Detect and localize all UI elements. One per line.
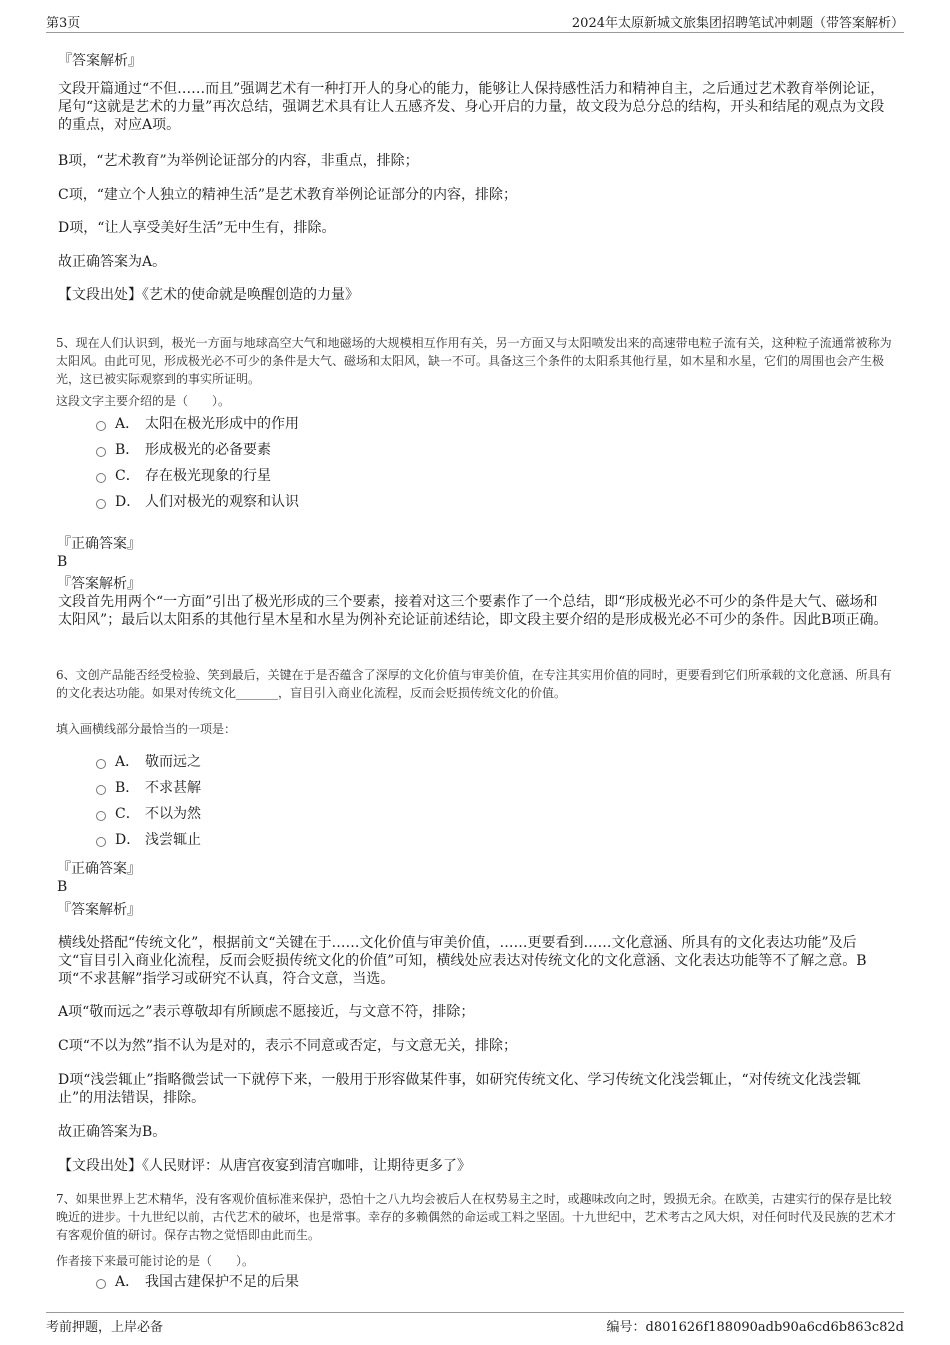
radio-icon[interactable]: [96, 759, 106, 769]
source-citation: 【文段出处】《人民财评：从唐宫夜宴到清宫咖啡，让期待更多了》: [58, 1158, 471, 1174]
option-c[interactable]: C． 不以为然: [96, 804, 201, 824]
analysis-label: 『答案解析』: [57, 576, 141, 592]
radio-icon[interactable]: [96, 811, 106, 821]
correct-answer-label: 『正确答案』: [57, 536, 141, 552]
radio-icon[interactable]: [96, 785, 106, 795]
analysis-paragraph: A项“敬而远之”表示尊敬却有所顾虑不愿接近，与文意不符，排除；: [58, 1004, 475, 1020]
option-d[interactable]: D． 人们对极光的观察和认识: [96, 492, 299, 512]
analysis-conclusion: 故正确答案为B。: [58, 1124, 167, 1140]
question-stem: 5、现在人们认识到，极光一方面与地球高空大气和地磁场的大规模相互作用有关，另一方面又与太阳喷发出来的高速带电粒子流有关，这种粒子流通常被称为太阳风。由此可见，形成极光必不可少的条件是大气、磁场和太阳风，缺一不可。具备这三个条件的太阳系其他行星，如木星和水星，它们的周围也会产生极光，这已被实际观察到的事实所证明。: [56, 336, 892, 386]
radio-icon[interactable]: [96, 499, 106, 509]
page-footer: [46, 1312, 904, 1336]
fill-blank: _______: [236, 686, 279, 700]
radio-icon[interactable]: [96, 837, 106, 847]
analysis-paragraph: 文段开篇通过“不但……而且”强调艺术有一种打开人的身心的能力，能够让人保持感性活力和精神自主，之后通过艺术教育举例论证，尾句“这就是艺术的力量”再次总结，强调艺术具有让人五感齐发、身心开启的力量，故文段为总分总的结构，开头和结尾的观点为文段的重点，对应A项。: [58, 81, 885, 133]
option-d[interactable]: D． 浅尝辄止: [96, 830, 201, 850]
analysis-paragraph: D项“浅尝辄止”指略微尝试一下就停下来，一般用于形容做某件事，如研究传统文化、学习传统文化浅尝辄止，“对传统文化浅尝辄止”的用法错误，排除。: [58, 1072, 861, 1106]
question-prompt: 作者接下来最可能讨论的是（ ）。: [56, 1254, 255, 1268]
analysis-paragraph: B项，“艺术教育”为举例论证部分的内容，非重点，排除；: [58, 153, 419, 169]
question-prompt: 填入画横线部分最恰当的一项是：: [56, 722, 237, 736]
page-header: [46, 12, 904, 33]
analysis-paragraph: 文段首先用两个“一方面”引出了极光形成的三个要素，接着对这三个要素作了一个总结，即“形成极光必不可少的条件是大气、磁场和太阳风”；最后以太阳系的其他行星木星和水星为例补充论证前述结论，即文段主要介绍的是形成极光必不可少的条件。因此B项正确。: [58, 594, 888, 628]
radio-icon[interactable]: [96, 1279, 106, 1289]
option-a[interactable]: A． 我国古建保护不足的后果: [96, 1272, 299, 1292]
analysis-paragraph: 横线处搭配“传统文化”，根据前文“关键在于……文化价值与审美价值，……更要看到……文化意涵、所具有的文化表达功能”及后文“盲目引入商业化流程，反而会贬损传统文化的价值”可知，横线处应表达对传统文化的文化意涵、文化表达功能等不了解之意。B项“不求甚解”指学习或研究不认真，符合文意，当选。: [58, 935, 867, 987]
document-id: 编号：d801626f188090adb90a6cd6b863c82d: [606, 1320, 904, 1335]
page-number: 第3页: [46, 16, 81, 31]
option-a[interactable]: A． 敬而远之: [96, 752, 201, 772]
option-b[interactable]: B． 形成极光的必备要素: [96, 440, 271, 460]
question-stem: 7、如果世界上艺术精华，没有客观价值标准来保护，恐怕十之八九均会被后人在权势易主之时，或趣味改向之时，毁损无余。在欧美，古建实行的保存是比较晚近的进步。十九世纪以前，古代艺术的破坏，也是常事。幸存的多赖偶然的命运或工料之坚固。十九世纪中，艺术考古之风大炽，对任何时代及民族的艺术才有客观价值的研讨。保存古物之觉悟即由此而生。: [56, 1192, 897, 1242]
source-citation: 【文段出处】《艺术的使命就是唤醒创造的力量》: [58, 287, 359, 303]
analysis-paragraph: C项，“建立个人独立的精神生活”是艺术教育举例论证部分的内容，排除；: [58, 187, 518, 203]
correct-answer: B: [57, 879, 68, 895]
footer-slogan: 考前押题，上岸必备: [46, 1320, 164, 1335]
radio-icon[interactable]: [96, 473, 106, 483]
question-stem: 6、文创产品能否经受检验、笑到最后，关键在于是否蕴含了深厚的文化价值与审美价值，在专注其实用价值的同时，更要看到它们所承载的文化意涵、所具有的文化表达功能。如果对传统文化_______，盲目引入商业化流程，反而会贬损传统文化的价值。: [56, 668, 892, 700]
option-a[interactable]: A． 太阳在极光形成中的作用: [96, 414, 299, 434]
correct-answer: B: [57, 554, 68, 570]
analysis-label: 『答案解析』: [57, 902, 141, 918]
analysis-paragraph: D项，“让人享受美好生活”无中生有，排除。: [58, 220, 336, 236]
document-title: 2024年太原新城文旅集团招聘笔试冲刺题（带答案解析）: [571, 16, 904, 31]
analysis-conclusion: 故正确答案为A。: [58, 254, 167, 270]
option-c[interactable]: C． 存在极光现象的行星: [96, 466, 271, 486]
analysis-paragraph: C项“不以为然”指不认为是对的，表示不同意或否定，与文意无关，排除；: [58, 1038, 518, 1054]
analysis-label: 『答案解析』: [58, 53, 142, 69]
radio-icon[interactable]: [96, 447, 106, 457]
correct-answer-label: 『正确答案』: [57, 861, 141, 877]
radio-icon[interactable]: [96, 421, 106, 431]
question-prompt: 这段文字主要介绍的是（ ）。: [56, 394, 231, 408]
option-b[interactable]: B． 不求甚解: [96, 778, 201, 798]
